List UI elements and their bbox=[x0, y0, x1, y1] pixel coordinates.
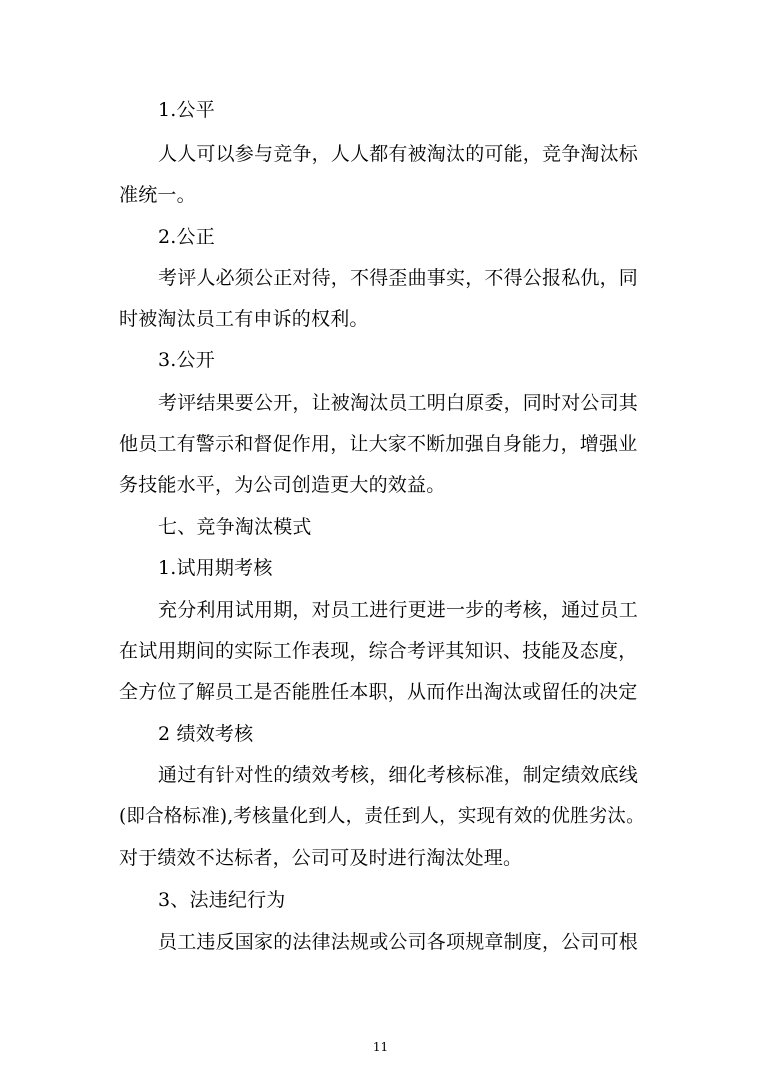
page-number: 11 bbox=[372, 1040, 389, 1054]
heading-justice: 2.公正 bbox=[158, 226, 215, 248]
paragraph-line: 人人可以参与竞争，人人都有被淘汰的可能，竞争淘汰标 bbox=[158, 143, 639, 165]
paragraph-line: 准统一。 bbox=[119, 184, 196, 206]
paragraph-line: 考评结果要公开，让被淘汰员工明白原委，同时对公司其 bbox=[158, 392, 639, 414]
heading-performance: 2 绩效考核 bbox=[158, 723, 254, 745]
paragraph-line: 时被淘汰员工有申诉的权利。 bbox=[119, 308, 369, 330]
paragraph-line: (即合格标准),考核量化到人，责任到人，实现有效的优胜劣汰。 bbox=[119, 806, 645, 827]
heading-probation: 1.试用期考核 bbox=[158, 557, 273, 579]
paragraph-line: 对于绩效不达标者，公司可及时进行淘汰处理。 bbox=[119, 847, 523, 869]
heading-violation: 3、法违纪行为 bbox=[158, 889, 286, 911]
paragraph-line: 通过有针对性的绩效考核，细化考核标准，制定绩效底线 bbox=[158, 764, 639, 786]
paragraph-line: 考评人必须公正对待，不得歪曲事实，不得公报私仇，同 bbox=[158, 267, 639, 289]
section-heading-competition-model: 七、竞争淘汰模式 bbox=[158, 516, 312, 538]
paragraph-line: 务技能水平，为公司创造更大的效益。 bbox=[119, 474, 446, 496]
heading-fairness: 1.公平 bbox=[158, 99, 215, 121]
paragraph-line: 充分利用试用期，对员工进行更进一步的考核，通过员工 bbox=[158, 599, 639, 621]
paragraph-line: 他员工有警示和督促作用，让大家不断加强自身能力，增强业 bbox=[119, 433, 638, 455]
paragraph-line: 员工违反国家的法律法规或公司各项规章制度，公司可根 bbox=[158, 931, 639, 953]
paragraph-line: 在试用期间的实际工作表现，综合考评其知识、技能及态度， bbox=[119, 640, 638, 662]
heading-openness: 3.公开 bbox=[158, 349, 215, 371]
paragraph-line: 全方位了解员工是否能胜任本职，从而作出淘汰或留任的决定 bbox=[119, 681, 638, 703]
